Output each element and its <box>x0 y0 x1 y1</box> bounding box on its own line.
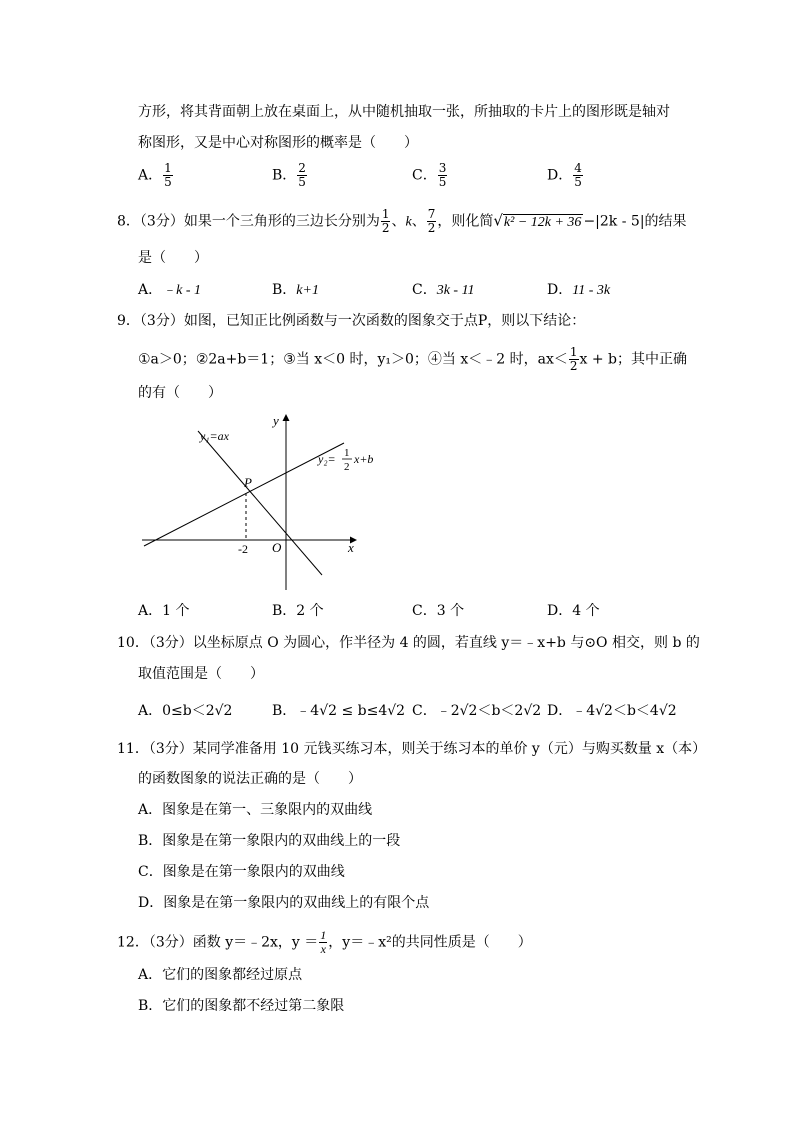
q8-option-b: B．k+1 <box>272 282 319 298</box>
q7-option-b: B． $\frac{2}{5}$ <box>272 161 306 189</box>
q7-option-c: C． $\frac{3}{5}$ <box>412 161 447 189</box>
line-y1-label: y₁=ax <box>200 429 229 443</box>
q8-option-c: C．3k - 11 <box>412 282 475 298</box>
q9-option-b: B．2 个 <box>272 603 324 619</box>
line-y1 <box>198 431 322 575</box>
x-axis-label: x <box>348 540 354 555</box>
q9-option-c: C．3 个 <box>412 603 465 619</box>
q9-conclusion-2: ②2a+b＝1； <box>195 351 284 368</box>
q7-option-a: A． $\frac{1}{5}$ <box>138 161 172 189</box>
q9-conclusions: ①a＞0；②2a+b＝1；③当 x＜0 时，y₁＞0；④当 x＜﹣2 时，ax＜ $\frac{1}{2}$ x + b；其中正确 <box>138 345 687 373</box>
q9-stem: 9．（3分）如图，已知正比例函数与一次函数的图象交于点P，则以下结论： <box>117 313 586 329</box>
origin-label: O <box>272 540 282 555</box>
q10-option-d: D．﹣4√2＜b＜4√2 <box>547 703 677 719</box>
q11-option-d: D．图象是在第一象限内的双曲线上的有限个点 <box>138 895 430 911</box>
q11-stem: 11．（3分）某同学准备用 10 元钱买练习本，则关于练习本的单价 y（元）与购买数量 x（本） <box>117 741 707 757</box>
line-y2 <box>144 443 344 546</box>
q8-score: （3分） <box>139 213 184 230</box>
q10-option-a: A．0≤b＜2√2 <box>138 703 233 719</box>
q11-option-c: C．图象是在第一象限内的双曲线 <box>138 864 345 880</box>
q8-stem: 8．（3分）如果一个三角形的三边长分别为 $\frac{1}{2}$ 、k、 $\frac{7}{2}$ ，则化简√k² − 12k + 36 −|2k - 5|的结果 <box>117 207 687 235</box>
q8-frac-1: $\frac{1}{2}$ <box>381 207 390 235</box>
q10-stem-line2: 取值范围是（ ） <box>138 666 264 682</box>
q11-option-a: A．图象是在第一、三象限内的双曲线 <box>138 802 373 818</box>
q8-frac-2: $\frac{7}{2}$ <box>427 207 436 235</box>
q8-text-a: 如果一个三角形的三边长分别为 <box>183 213 380 230</box>
q9-conclusion-3: ③当 x＜0 时，y₁＞0； <box>283 351 428 368</box>
q10-option-c: C．﹣2√2＜b＜2√2 <box>412 703 542 719</box>
q9-graph <box>138 405 378 595</box>
q10-option-b: B．﹣4√2 ≤ b≤4√2 <box>272 703 406 719</box>
point-label: P <box>244 475 252 490</box>
line-y2-frac-num: 1 <box>344 447 350 459</box>
q8-option-d: D．11 - 3k <box>547 282 611 298</box>
q8-radicand: k² − 12k + 36 <box>503 214 582 230</box>
line-y2-label-b: x+b <box>354 452 374 466</box>
q11-option-b: B．图象是在第一象限内的双曲线上的一段 <box>138 833 401 849</box>
q9-conclusion-1: ①a＞0； <box>138 351 196 368</box>
line-y2-label-a: y₂= <box>318 452 336 466</box>
q7-stem-line1: 方形，将其背面朝上放在桌面上，从中随机抽取一张，所抽取的卡片上的图形既是轴对 <box>138 104 670 120</box>
q9-stem-line3: 的有（ ） <box>138 385 222 401</box>
q12-option-a: A．它们的图象都经过原点 <box>138 967 303 983</box>
q9-option-d: D．4 个 <box>547 603 600 619</box>
q12-option-b: B．它们的图象都不经过第二象限 <box>138 998 345 1014</box>
y-axis-label: y <box>273 413 279 428</box>
q8-number: 8． <box>117 213 140 230</box>
q7-stem-line2: 称图形，又是中心对称图形的概率是（ ） <box>138 135 418 151</box>
q9-conclusion-4: ④当 x＜﹣2 时，ax＜ <box>427 351 568 368</box>
q12-stem: 12．（3分）函数 y＝﹣2x，y ＝ $\frac{1}{x}$ ，y＝﹣x²的共同性质是（ ） <box>117 928 532 956</box>
q10-stem: 10．（3分）以坐标原点 O 为圆心，作半径为 4 的圆，若直线 y＝﹣x+b 与⊙O 相交，则 b 的 <box>117 635 700 651</box>
q8-stem-line2: 是（ ） <box>138 250 208 266</box>
tick-label: -2 <box>238 542 248 556</box>
q11-stem-line2: 的函数图象的说法正确的是（ ） <box>138 771 362 787</box>
q7-option-d: D． $\frac{4}{5}$ <box>547 161 582 189</box>
line-y2-frac-den: 2 <box>344 461 350 473</box>
q9-option-a: A．1 个 <box>138 603 190 619</box>
q8-option-a: A．﹣k - 1 <box>138 282 202 298</box>
